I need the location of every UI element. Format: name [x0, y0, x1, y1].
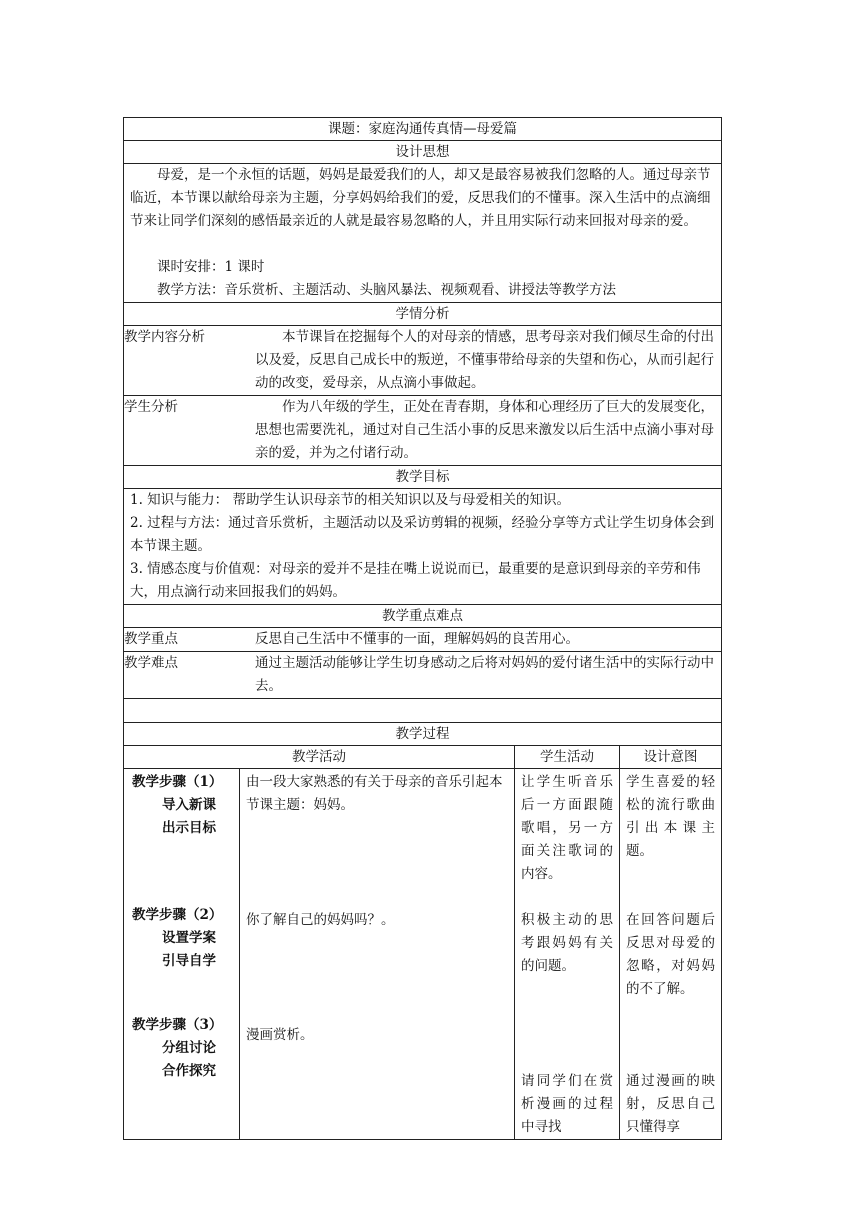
intent-column — [620, 769, 722, 1140]
student-activity-text: 积极主动的思考跟妈妈有关的问题。 — [521, 912, 613, 974]
col-activity-header: 教学活动 — [124, 746, 515, 769]
student-activity-text: 请同学们在赏析漫画的过程中寻找 — [521, 1073, 613, 1135]
analysis-block — [124, 326, 722, 466]
step-sub: 引导自学 — [162, 953, 216, 969]
process-heading: 教学过程 — [124, 723, 722, 746]
student-analysis-text: 作为八年级的学生，正处在青春期，身体和心理经历了巨大的发展变化，思想也需要洗礼，通过对自己生活小事的反思来激发以后生活中点滴小事对母亲的爱，并为之付诸行动。 — [255, 399, 714, 461]
activity-text: 由一段大家熟悉的有关于母亲的音乐引起本节课主题：妈妈。 — [246, 774, 503, 813]
methods-text: 教学方法：音乐赏析、主题活动、头脑风暴法、视频观看、讲授法等教学方法 — [157, 282, 616, 298]
step-name: 教学步骤（2） — [132, 907, 223, 923]
design-cell — [124, 164, 722, 303]
goal-attitude: 3. 情感态度与价值观：对母亲的爱并不是挂在嘴上说说而已，最重要的是意识到母亲的辛劳和伟大，用点滴行动来回报我们的妈妈。 — [130, 561, 701, 600]
focus-text: 反思自己生活中不懂事的一面，理解妈妈的良苦用心。 — [255, 631, 579, 647]
key-points-block — [124, 628, 722, 699]
step-name: 教学步骤（1） — [132, 774, 223, 790]
activity-column — [240, 769, 515, 1140]
key-points-heading: 教学重点难点 — [124, 605, 722, 628]
spacer-row — [124, 699, 722, 723]
focus-label: 教学重点 — [124, 631, 178, 647]
difficulty-label: 教学难点 — [124, 655, 178, 671]
goal-knowledge: 1. 知识与能力： 帮助学生认识母亲节的相关知识以及与母爱相关的知识。 — [130, 492, 570, 508]
goal-process: 2. 过程与方法：通过音乐赏析，主题活动以及采访剪辑的视频，经验分享等方式让学生切身体会到本节课主题。 — [130, 515, 715, 554]
steps-column — [124, 769, 240, 1140]
lesson-plan-table — [123, 117, 722, 1140]
intent-text: 在回答问题后反思对母爱的忽略，对妈妈的不了解。 — [626, 912, 715, 997]
step-sub: 合作探究 — [162, 1063, 216, 1079]
activity-text: 漫画赏析。 — [246, 1027, 314, 1043]
schedule-text: 课时安排：1 课时 — [157, 259, 265, 275]
goals-cell — [124, 489, 722, 605]
analysis-heading: 学情分析 — [124, 303, 722, 326]
student-column — [515, 769, 620, 1140]
step-sub: 导入新课 — [162, 797, 216, 813]
lesson-title: 课题：家庭沟通传真情—母爱篇 — [124, 118, 722, 141]
content-analysis-label: 教学内容分析 — [124, 329, 205, 345]
step-sub: 分组讨论 — [162, 1040, 216, 1056]
content-analysis-text: 本节课旨在挖掘每个人的对母亲的情感，思考母亲对我们倾尽生命的付出以及爱，反思自己成长中的叛逆，不懂事带给母亲的失望和伤心，从而引起行动的改变，爱母亲，从点滴小事做起。 — [255, 329, 714, 391]
step-name: 教学步骤（3） — [132, 1017, 223, 1033]
intent-text: 通过漫画的映射，反思自己只懂得享 — [626, 1073, 715, 1135]
goals-heading: 教学目标 — [124, 466, 722, 489]
student-analysis-label: 学生分析 — [124, 399, 178, 415]
col-student-header: 学生活动 — [515, 746, 620, 769]
activity-text: 你了解自己的妈妈吗？。 — [246, 912, 395, 928]
key-points-inner-table — [124, 628, 721, 698]
difficulty-text: 通过主题活动能够让学生切身感动之后将对妈妈的爱付诸生活中的实际行动中去。 — [255, 655, 714, 694]
design-paragraph: 母爱，是一个永恒的话题，妈妈是最爱我们的人，却又是最容易被我们忽略的人。通过母亲节临近，本节课以献给母亲为主题，分享妈妈给我们的爱，反思我们的不懂事。深入生活中的点滴细节来让同学们深刻的感悟最亲近的人就是最容易忽略的人，并且用实际行动来回报对母亲的爱。 — [130, 167, 711, 229]
design-heading: 设计思想 — [124, 141, 722, 164]
step-sub: 出示目标 — [162, 820, 216, 836]
student-activity-text: 让学生听音乐后一方面跟随歌唱，另一方面关注歌词的内容。 — [521, 774, 613, 882]
step-sub: 设置学案 — [162, 930, 216, 946]
lesson-plan — [123, 117, 721, 1140]
col-intent-header: 设计意图 — [620, 746, 722, 769]
analysis-inner-table — [124, 326, 721, 465]
intent-text: 学生喜爱的轻松的流行歌曲引出本课主题。 — [626, 774, 715, 859]
